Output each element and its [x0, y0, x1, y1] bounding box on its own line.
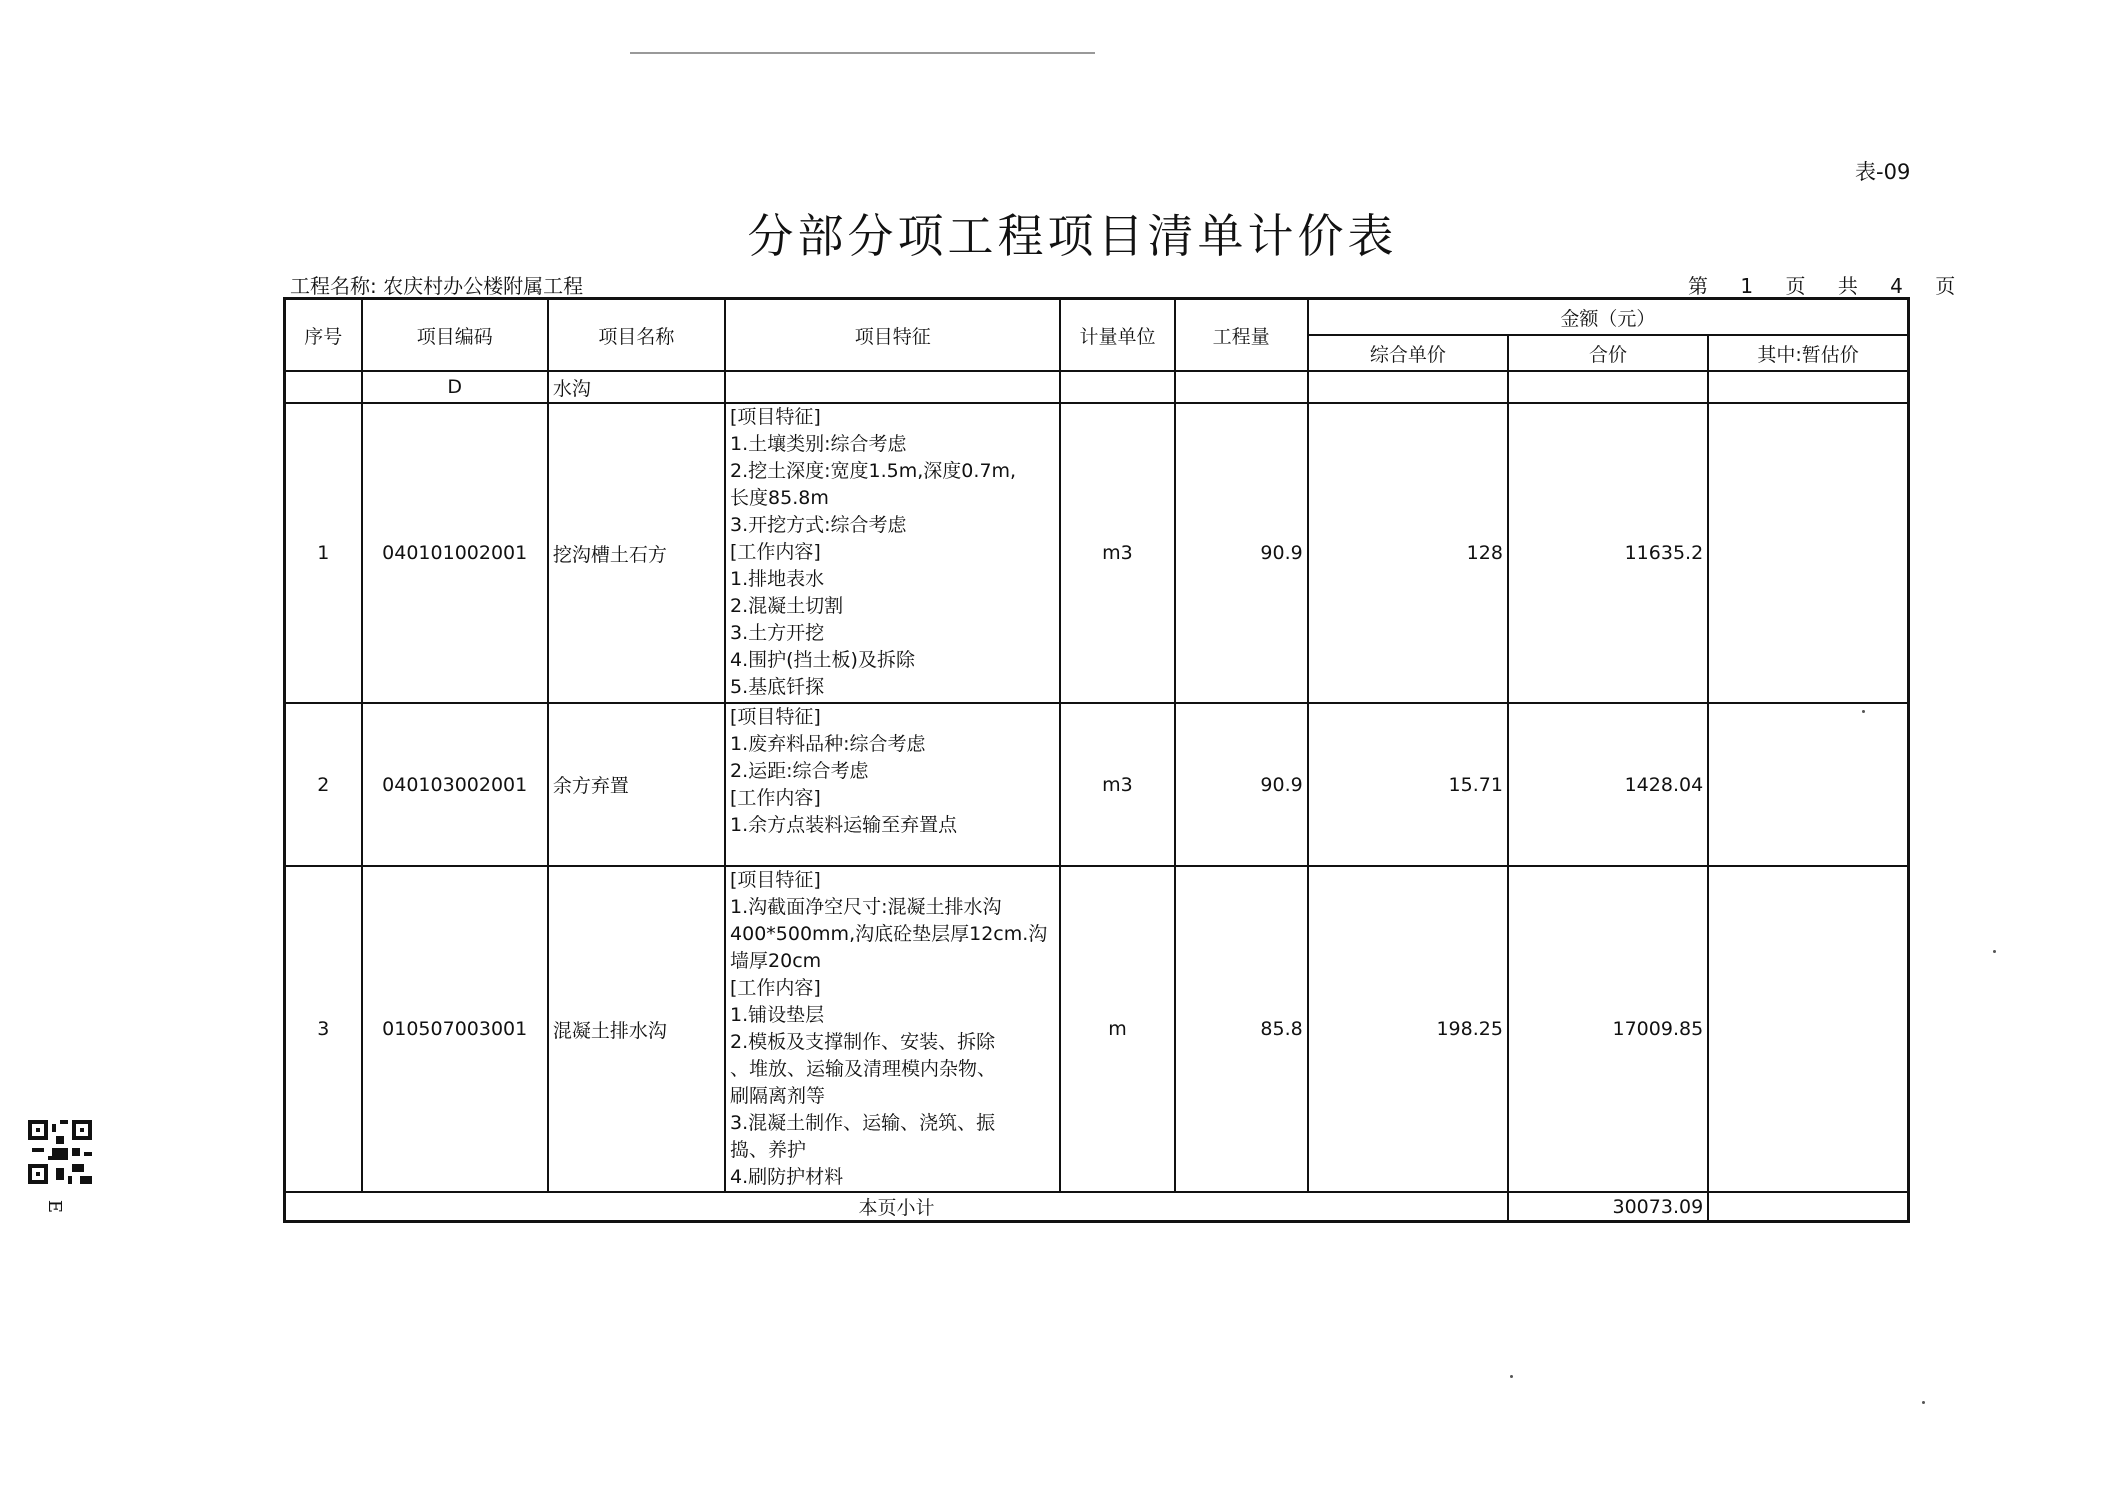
feature-line: 2.混凝土切割 — [730, 595, 844, 617]
pricing-table — [283, 297, 1910, 1223]
page-title: 分部分项工程项目清单计价表 — [747, 209, 1398, 263]
row-qty: 90.9 — [1175, 403, 1308, 703]
row-code: 040103002001 — [362, 703, 548, 866]
page-counter — [1680, 270, 1963, 299]
project-name-line — [290, 270, 583, 299]
feature-line: 3.混凝土制作、运输、浇筑、振 — [730, 1112, 996, 1134]
subtotal-total: 30073.09 — [1508, 1192, 1708, 1222]
row-qty: 85.8 — [1175, 866, 1308, 1192]
row-code: 040101002001 — [362, 403, 548, 703]
table-row — [285, 403, 1909, 703]
header-seq: 序号 — [285, 299, 362, 372]
project-name: 农庆村办公楼附属工程 — [383, 274, 584, 298]
row-name: 混凝土排水沟 — [548, 866, 725, 1192]
feature-line: 1.铺设垫层 — [730, 1004, 825, 1026]
qr-code-icon — [28, 1120, 92, 1184]
feature-line: 5.基底钎探 — [730, 676, 825, 698]
row-name: 余方弃置 — [548, 703, 725, 866]
feature-line: 3.土方开挖 — [730, 622, 825, 644]
pager-mid: 页 — [1785, 274, 1806, 298]
row-unit: m3 — [1060, 403, 1174, 703]
row-unit: m3 — [1060, 703, 1174, 866]
feature-line: [工作内容] — [730, 541, 821, 563]
feature-line: 1.废弃料品种:综合考虑 — [730, 733, 926, 755]
section-code: D — [362, 371, 548, 403]
pager-suffix: 页 — [1935, 274, 1956, 298]
row-seq: 1 — [285, 403, 362, 703]
row-seq: 3 — [285, 866, 362, 1192]
row-features — [725, 703, 1060, 866]
feature-line: 墙厚20cm — [730, 950, 822, 972]
pager-prefix: 第 — [1688, 274, 1708, 298]
row-provisional — [1708, 866, 1908, 1192]
header-provisional: 其中:暂估价 — [1708, 335, 1908, 371]
scan-speck — [1922, 1401, 1925, 1404]
scan-top-line — [630, 52, 1095, 54]
row-provisional — [1708, 403, 1908, 703]
row-seq: 2 — [285, 703, 362, 866]
row-provisional — [1708, 703, 1908, 866]
row-code: 010507003001 — [362, 866, 548, 1192]
feature-line: 400*500mm,沟底砼垫层厚12cm.沟 — [730, 923, 1048, 945]
pager-total-prefix: 共 — [1837, 274, 1858, 298]
row-unit-price: 15.71 — [1308, 703, 1508, 866]
feature-line: [工作内容] — [730, 787, 821, 809]
feature-line: 1.排地表水 — [730, 568, 825, 590]
feature-line: 4.围护(挡土板)及拆除 — [730, 649, 915, 671]
row-unit: m — [1060, 866, 1174, 1192]
row-name: 挖沟槽土石方 — [548, 403, 725, 703]
feature-line: 、堆放、运输及清理模内杂物、 — [730, 1058, 997, 1080]
row-total: 11635.2 — [1508, 403, 1708, 703]
feature-line: [项目特征] — [730, 406, 821, 428]
project-label: 工程名称: — [290, 274, 377, 298]
subtotal-provisional — [1708, 1192, 1908, 1222]
header-code: 项目编码 — [362, 299, 548, 372]
header-unit-price: 综合单价 — [1308, 335, 1508, 371]
feature-line: 长度85.8m — [730, 487, 829, 509]
pager-current: 1 — [1740, 274, 1754, 298]
feature-line: 刷隔离剂等 — [730, 1085, 826, 1107]
header-unit: 计量单位 — [1060, 299, 1174, 372]
row-unit-price: 198.25 — [1308, 866, 1508, 1192]
row-total: 17009.85 — [1508, 866, 1708, 1192]
feature-line: 1.余方点装料运输至弃置点 — [730, 814, 958, 836]
feature-line: [项目特征] — [730, 869, 821, 891]
header-amount: 金额（元） — [1308, 299, 1909, 336]
side-stamp: E — [44, 1199, 66, 1214]
row-qty: 90.9 — [1175, 703, 1308, 866]
subtotal-label: 本页小计 — [285, 1192, 1508, 1222]
section-name: 水沟 — [548, 371, 725, 403]
feature-line: 1.沟截面净空尺寸:混凝土排水沟 — [730, 896, 1002, 918]
row-features — [725, 403, 1060, 703]
scan-speck — [1993, 950, 1996, 953]
table-row — [285, 866, 1909, 1192]
feature-line: [项目特征] — [730, 706, 821, 728]
table-row — [285, 703, 1909, 866]
scan-speck — [1862, 710, 1865, 713]
scan-speck — [1510, 1375, 1513, 1378]
row-total: 1428.04 — [1508, 703, 1708, 866]
header-qty: 工程量 — [1175, 299, 1308, 372]
row-features — [725, 866, 1060, 1192]
feature-line: 2.运距:综合考虑 — [730, 760, 869, 782]
feature-line: 4.刷防护材料 — [730, 1166, 844, 1188]
subtotal-row — [285, 1192, 1909, 1222]
feature-line: 1.土壤类别:综合考虑 — [730, 433, 907, 455]
header-features: 项目特征 — [725, 299, 1060, 372]
header-total: 合价 — [1508, 335, 1708, 371]
form-code: 表-09 — [1855, 160, 1911, 184]
pager-total: 4 — [1890, 274, 1903, 298]
section-row — [285, 371, 1909, 403]
feature-line: 2.挖土深度:宽度1.5m,深度0.7m, — [730, 460, 1017, 482]
section-seq — [285, 371, 362, 403]
row-unit-price: 128 — [1308, 403, 1508, 703]
header-name: 项目名称 — [548, 299, 725, 372]
feature-line: 3.开挖方式:综合考虑 — [730, 514, 907, 536]
feature-line: 2.模板及支撑制作、安装、拆除 — [730, 1031, 996, 1053]
feature-line: [工作内容] — [730, 977, 821, 999]
feature-line: 捣、养护 — [730, 1139, 807, 1161]
